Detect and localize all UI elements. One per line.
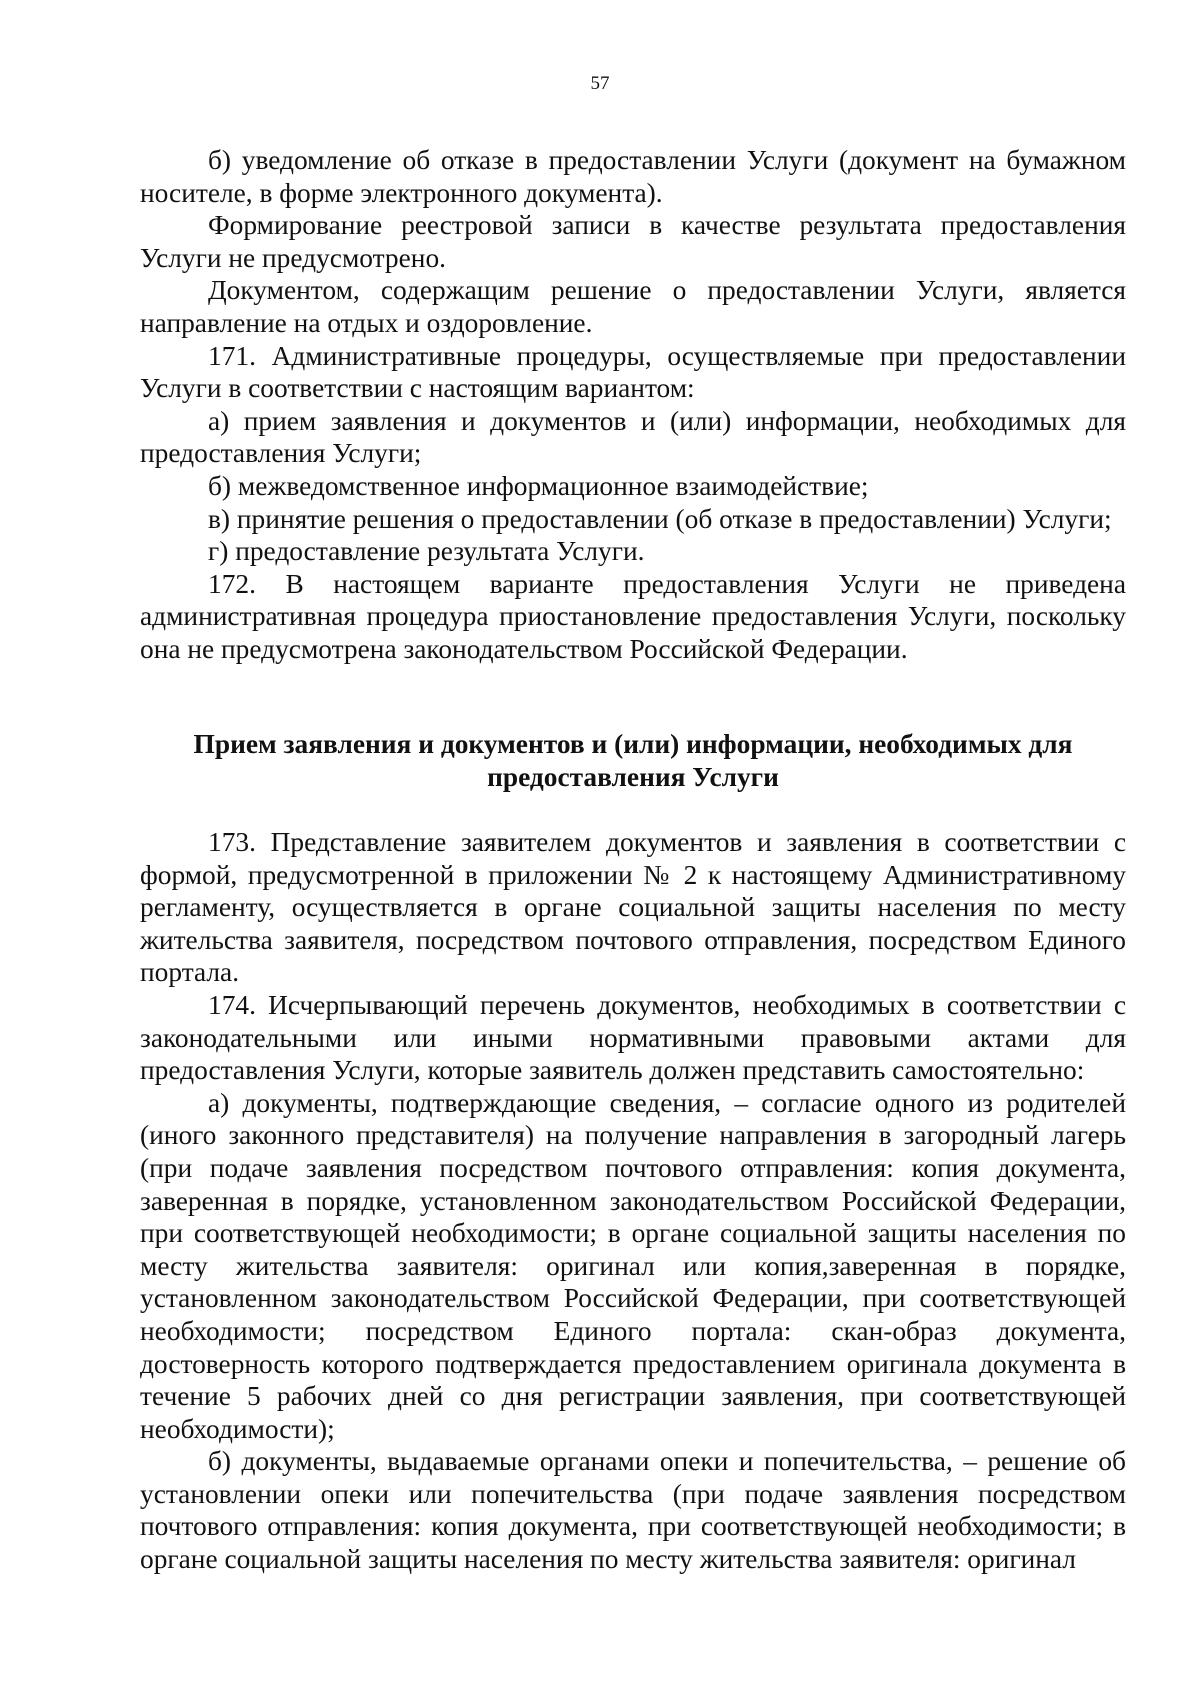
- paragraph: а) документы, подтверждающие сведения, – согласие одного из родителей (иного законного представителя) на получение направления в загородный лагерь (при подаче заявления посредством почтового отправления: копия документа, заверенная в порядке, установленном законодательством Российской Федерации, при соответствующей необходимости; в органе социальной защиты населения по месту жительства заявителя: оригинал или копия,заверенная в порядке, установленном законодательством Российской Федерации, при соответствующей необходимости; посредством Единого портала: скан-образ документа, достоверность которого подтверждается предоставлением оригинала документа в течение 5 рабочих дней со дня регистрации заявления, при соответствующей необходимости);: [140, 1087, 1126, 1444]
- paragraph: а) прием заявления и документов и (или) информации, необходимых для предоставления Услуги;: [140, 405, 1126, 469]
- paragraph: Формирование реестровой записи в качестве результата предоставления Услуги не предусмотрено.: [140, 210, 1126, 273]
- paragraph: 174. Исчерпывающий перечень документов, необходимых в соответствии с законодательными или иными нормативными правовыми актами для предоставления Услуги, которые заявитель должен представить самостоятельно:: [140, 989, 1126, 1086]
- paragraph: б) уведомление об отказе в предоставлении Услуги (документ на бумажном носителе, в форме электронного документа).: [140, 145, 1126, 208]
- page-number: 57: [590, 73, 610, 94]
- section-heading: Прием заявления и документов и (или) информации, необходимых для предоставления Услуги: [193, 729, 1073, 792]
- paragraph: г) предоставление результата Услуги.: [208, 536, 645, 567]
- paragraph: 172. В настоящем варианте предоставления Услуги не приведена административная процедура приостановление предоставления Услуги, поскольку она не предусмотрена законодательством Российской Федерации.: [140, 568, 1126, 664]
- paragraph: б) документы, выдаваемые органами опеки и попечительства, – решение об установлении опеки или попечительства (при подаче заявления посредством почтового отправления: копия документа, при соответствующей необходимости; в органе социальной защиты населения по месту жительства заявителя: оригинал: [140, 1446, 1126, 1575]
- paragraph: Документом, содержащим решение о предоставлении Услуги, является направление на отдых и оздоровление.: [140, 275, 1126, 338]
- paragraph: 173. Представление заявителем документов и заявления в соответствии с формой, предусмотренной в приложении № 2 к настоящему Административному регламенту, осуществляется в органе социальной защиты населения по месту жительства заявителя, посредством почтового отправления, посредством Единого портала.: [140, 827, 1126, 988]
- text-block-after-heading: [140, 826, 1126, 1576]
- text-block-before-heading: [140, 144, 1126, 666]
- paragraph: 171. Административные процедуры, осуществляемые при предоставлении Услуги в соответствии с настоящим вариантом:: [140, 340, 1126, 404]
- paragraph: б) межведомственное информационное взаимодействие;: [208, 470, 869, 501]
- paragraph: в) принятие решения о предоставлении (об отказе в предоставлении) Услуги;: [208, 503, 1112, 534]
